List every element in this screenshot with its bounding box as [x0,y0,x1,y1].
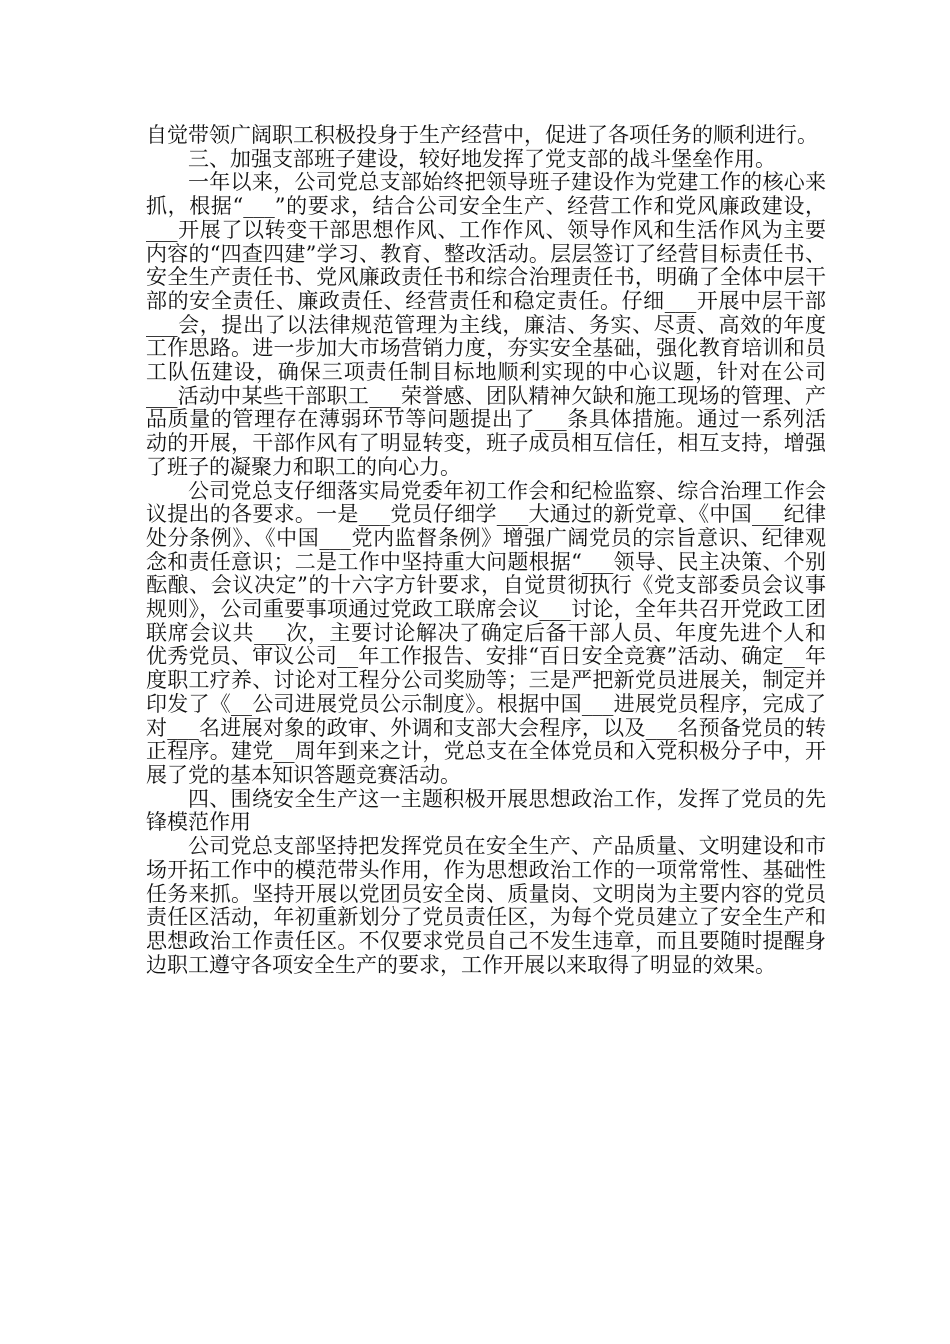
section-heading-3: 三、加强支部班子建设，较好地发挥了党支部的战斗堡垒作用。 [188,146,776,171]
paragraph-safety: 公司党总支部坚持把发挥党员在安全生产、产品质量、文明建设和市场开拓工作中的模范带头作用，作为思想政治工作的一项常常性、基础性任务来抓。坚持开展以党团员安全岗、质量岗、文明岗为主要内容的党员责任区活动，年初重新划分了党员责任区，为每个党员建立了安全生产和思想政治工作责任区。不仅要求党员自己不发生违章，而且要随时提醒身边职工遵守各项安全生产的要求，工作开展以来取得了明显的效果。 [146,834,826,977]
paragraph-continuation: 自觉带领广阔职工积极投身于生产经营中，促进了各项任务的顺利进行。 [146,123,818,147]
document-body [146,124,826,977]
section-heading-4: 四、围绕安全生产这一主题积极开展思想政治工作，发挥了党员的先锋模范作用 [146,786,826,835]
paragraph-implementation: 公司党总支仔细落实局党委年初工作会和纪检监察、综合治理工作会议提出的各要求。一是___党员仔细学___大通过的新党章、《中国___纪律处分条例》、《中国___党内监督条例》增强广阔党员的宗旨意识、纪律观念和责任意识；二是工作中坚持重大问题根据“___领导、民主决策、个别酝酿、会议决定”的十六字方针要求，自觉贯彻执行《党支部委员会议事规则》，公司重要事项通过党政工联席会议___讨论，全年共召开党政工团联席会议共___次，主要讨论解决了确定后备干部人员、年度先进个人和优秀党员、审议公司__年工作报告、安排“百日安全竞赛”活动、确定__年度职工疗养、讨论对工程分公司奖励等；三是严把新党员进展关，制定并印发了《__公司进展党员公示制度》。根据中国___进展党员程序，完成了对___名进展对象的政审、外调和支部大会程序，以及___名预备党员的转正程序。建党__周年到来之计，党总支在全体党员和入党积极分子中，开展了党的基本知识答题竞赛活动。 [146,478,826,787]
paragraph-leadership: 一年以来，公司党总支部始终把领导班子建设作为党建工作的核心来抓，根据“___”的要求，结合公司安全生产、经营工作和党风廉政建设，___开展了以转变干部思想作风、工作作风、领导作风和生活作风为主要内容的“四查四建”学习、教育、整改活动。层层签订了经营目标责任书、安全生产责任书、党风廉政责任书和综合治理责任书，明确了全体中层干部的安全责任、廉政责任、经营责任和稳定责任。仔细___开展中层干部___会，提出了以法律规范管理为主线，廉洁、务实、尽责、高效的年度工作思路。进一步加大市场营销力度，夯实安全基础，强化教育培训和员工队伍建设，确保三项责任制目标地顺利实现的中心议题，针对在公司___活动中某些干部职工___荣誉感、团队精神欠缺和施工现场的管理、产品质量的管理存在薄弱环节等问题提出了___条具体措施。通过一系列活动的开展，干部作风有了明显转变，班子成员相互信任，相互支持，增强了班子的凝聚力和职工的向心力。 [146,170,826,479]
